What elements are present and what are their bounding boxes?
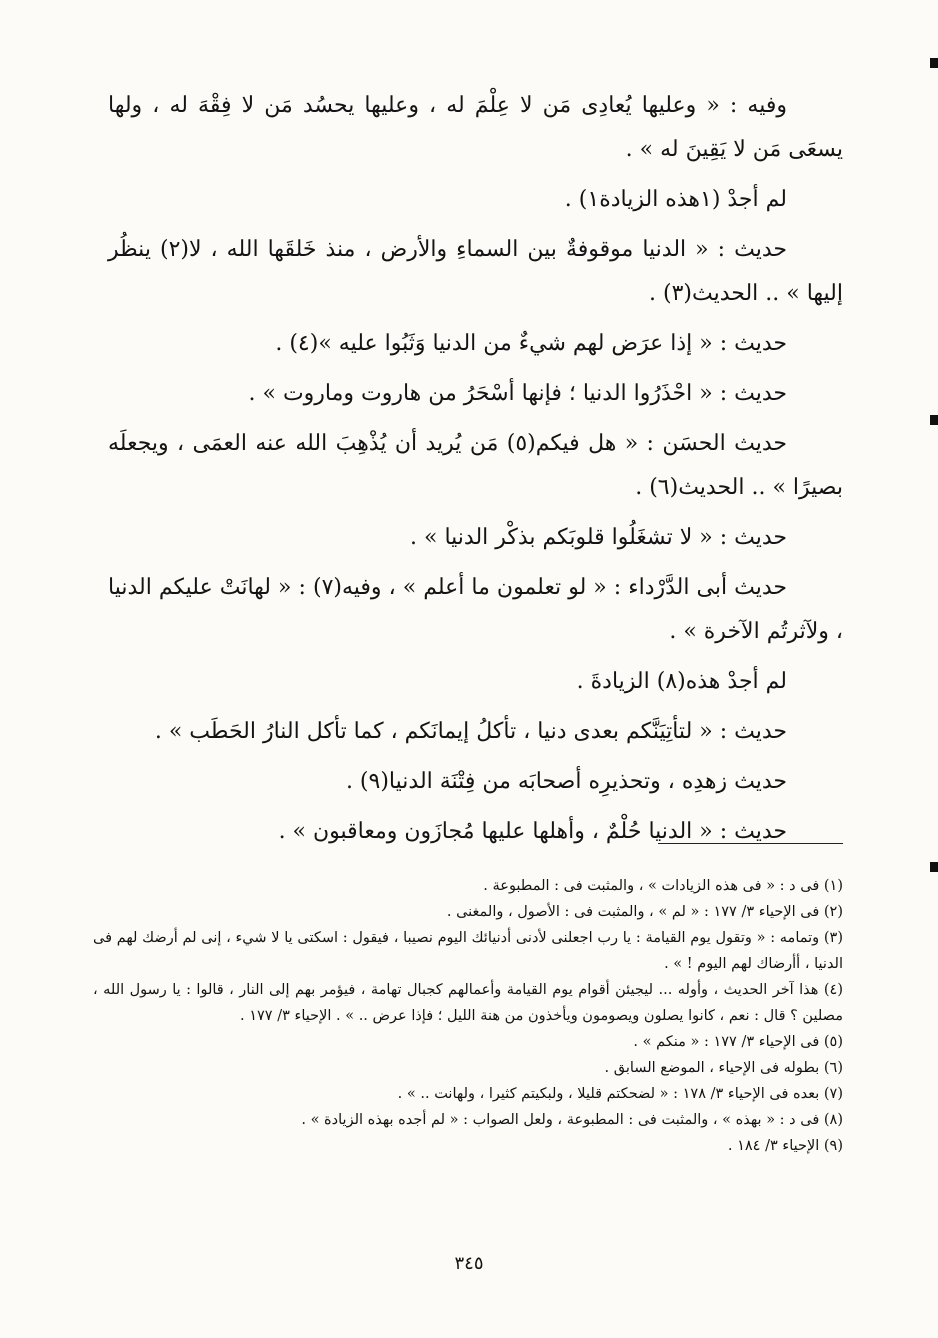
footnotes	[93, 873, 843, 1159]
body-paragraph: حديث : « احْذَرُوا الدنيا ؛ فإنها أسْحَرُ من هاروت وماروت » .	[248, 381, 787, 406]
margin-mark	[930, 415, 938, 425]
body-paragraph: حديث الحسَن : « هل فيكم(٥) مَن يُريد أن يُذْهِبَ الله عنه العمَى ، ويجعلَه بصيرًا » .. الحديث(٦) .	[108, 431, 843, 500]
footnote-separator	[658, 843, 843, 844]
body-paragraph: وفيه : « وعليها يُعادِى مَن لا عِلْمَ له ، وعليها يحسُد مَن لا فِقْهَ له ، ولها يسعَى مَن لا يَقِينَ له » .	[108, 93, 843, 162]
page-number: ٣٤٥	[454, 1253, 484, 1274]
body-paragraph: حديث : « الدنيا موقوفةٌ بين السماءِ والأرض ، منذ خَلقَها الله ، لا(٢) ينظُر إليها » .. الحديث(٣) .	[108, 237, 843, 306]
footnote: (٢) فى الإحياء ٣/ ١٧٧ : « لم » ، والمثبت فى : الأصول ، والمغنى .	[446, 904, 843, 920]
footnote: (٩) الإحياء ٣/ ١٨٤ .	[727, 1138, 843, 1154]
body-paragraph: حديث : « لا تشغَلُوا قلوبَكم بذكْر الدنيا » .	[410, 525, 787, 550]
body-paragraph: حديث زهدِه ، وتحذيرِه أصحابَه من فِتْنَة الدنيا(٩) .	[345, 769, 787, 794]
body-paragraph: حديث : « إذا عرَض لهم شيءٌ من الدنيا وَثَبُوا عليه »(٤) .	[275, 331, 787, 356]
main-text	[108, 84, 843, 860]
margin-mark	[930, 862, 938, 872]
footnote: (١) فى د : « فى هذه الزيادات » ، والمثبت فى : المطبوعة .	[483, 878, 843, 894]
footnote: (٥) فى الإحياء ٣/ ١٧٧ : « منكم » .	[633, 1034, 843, 1050]
footnote: (٤) هذا آخر الحديث ، وأوله ... ليجيئن أقوام يوم القيامة وأعمالهم كجبال تهامة ، فيؤمر بهم إلى النار ، قالوا : يا رسول الله ، مصلين ؟ قال : نعم ، كانوا يصلون ويصومون ويأخذون من هنة الليل ؛ فإذا عرض .. » . الإحياء ٣/ ١٧٧ .	[93, 982, 843, 1024]
footnote: (٧) بعده فى الإحياء ٣/ ١٧٨ : « لضحكتم قليلا ، ولبكيتم كثيرا ، ولهانت .. » .	[397, 1086, 843, 1102]
body-paragraph: حديث : « الدنيا حُلْمٌ ، وأهلها عليها مُجازَون ومعاقبون » .	[278, 819, 787, 844]
footnote: (٦) بطوله فى الإحياء ، الموضع السابق .	[604, 1060, 843, 1076]
margin-mark	[930, 58, 938, 68]
body-paragraph: حديث : « لتأتِيَنَّكم بعدى دنيا ، تأكلُ إيمانَكم ، كما تأكل النارُ الحَطَب » .	[154, 719, 787, 744]
footnote: (٨) فى د : « بهذه » ، والمثبت فى : المطبوعة ، ولعل الصواب : « لم أجده بهذه الزيادة » .	[301, 1112, 843, 1128]
footnote: (٣) وتمامه : « وتقول يوم القيامة : يا رب اجعلنى لأدنى أدنيائك اليوم نصيبا ، فيقول : اسكتى يا لا شيء ، إنى لم أرضك لهم فى الدنيا ، أأرضاك لهم اليوم ! » .	[93, 930, 843, 972]
body-paragraph: حديث أبى الدَّرْداء : « لو تعلمون ما أعلم » ، وفيه(٧) : « لهانَتْ عليكم الدنيا ، ولآثرتُم الآخرة » .	[108, 575, 843, 644]
body-paragraph: لم أجدْ هذه(٨) الزيادةَ .	[576, 669, 787, 694]
body-paragraph: لم أجدْ (١هذه الزيادة١) .	[564, 187, 787, 212]
